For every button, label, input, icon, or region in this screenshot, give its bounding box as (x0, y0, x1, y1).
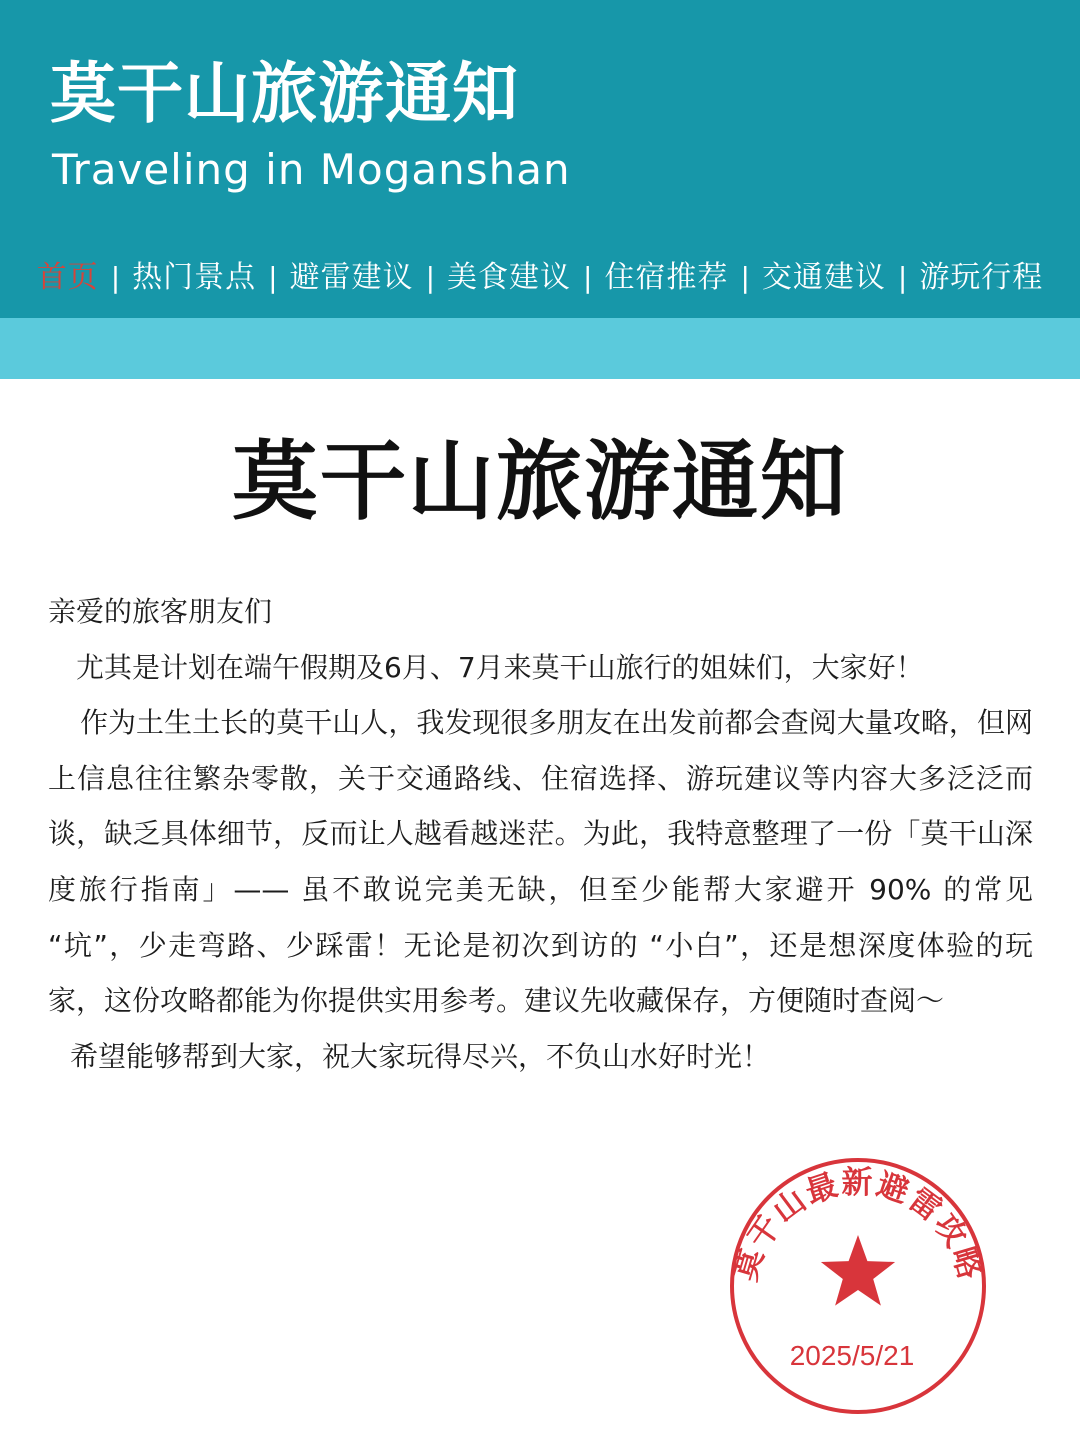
seal-graphic (727, 1158, 989, 1414)
site-title: 莫干山旅游通知 (50, 55, 519, 132)
seal-arc-text: 莫干山最新避雷攻略 (727, 1165, 989, 1285)
notice-title: 莫干山旅游通知 (232, 432, 848, 532)
nav-item-attractions[interactable]: 热门景点 (132, 260, 257, 295)
nav-separator: | (897, 261, 908, 294)
nav-item-transport[interactable]: 交通建议 (761, 260, 886, 295)
nav-separator: | (583, 261, 593, 294)
nav-item-itinerary[interactable]: 游玩行程 (919, 260, 1044, 295)
main-nav (0, 252, 1080, 304)
paragraph-closing: 希望能够帮到大家，祝大家玩得尽兴，不负山水好时光！ (70, 1039, 771, 1073)
nav-item-home[interactable]: 首页 (36, 260, 99, 295)
nav-item-food[interactable]: 美食建议 (447, 260, 571, 295)
nav-separator: | (268, 261, 278, 294)
site-subtitle: Traveling in Moganshan (52, 145, 571, 194)
nav-separator: | (740, 261, 750, 294)
notice-body (48, 584, 1033, 1084)
nav-item-pitfalls[interactable]: 避雷建议 (289, 260, 414, 295)
seal-date: 2025/5/21 (789, 1340, 915, 1371)
header-accent-band (0, 318, 1080, 379)
paragraph-intro: 尤其是计划在端午假期及6月、7月来莫干山旅行的姐妹们，大家好！ (76, 650, 924, 684)
nav-separator: | (425, 261, 435, 294)
page-header (0, 0, 1080, 318)
star-icon (821, 1235, 895, 1306)
greeting: 亲爱的旅客朋友们 (48, 595, 273, 628)
nav-item-lodging[interactable]: 住宿推荐 (604, 260, 729, 295)
nav-separator: | (110, 261, 121, 294)
paragraph-guide: 作为土生土长的莫干山人，我发现很多朋友在出发前都会查阅大量攻略，但网上信息往往繁杂零散，关于交通路线、住宿选择、游玩建议等内容大多泛泛而谈，缺乏具体细节，反而让人越看越迷茫。为此，我特意整理了一份「莫干山深度旅行指南」—— 虽不敢说完美无缺，但至少能帮大家避开 90% 的常见 “坑”，少走弯路、少踩雷！无论是初次到访的 “小白”，还是想深度体验的玩家，这份攻略都能为你提供实用参考。建议先收藏保存，方便随时查阅～ (48, 706, 1033, 1018)
official-seal (727, 1158, 989, 1414)
